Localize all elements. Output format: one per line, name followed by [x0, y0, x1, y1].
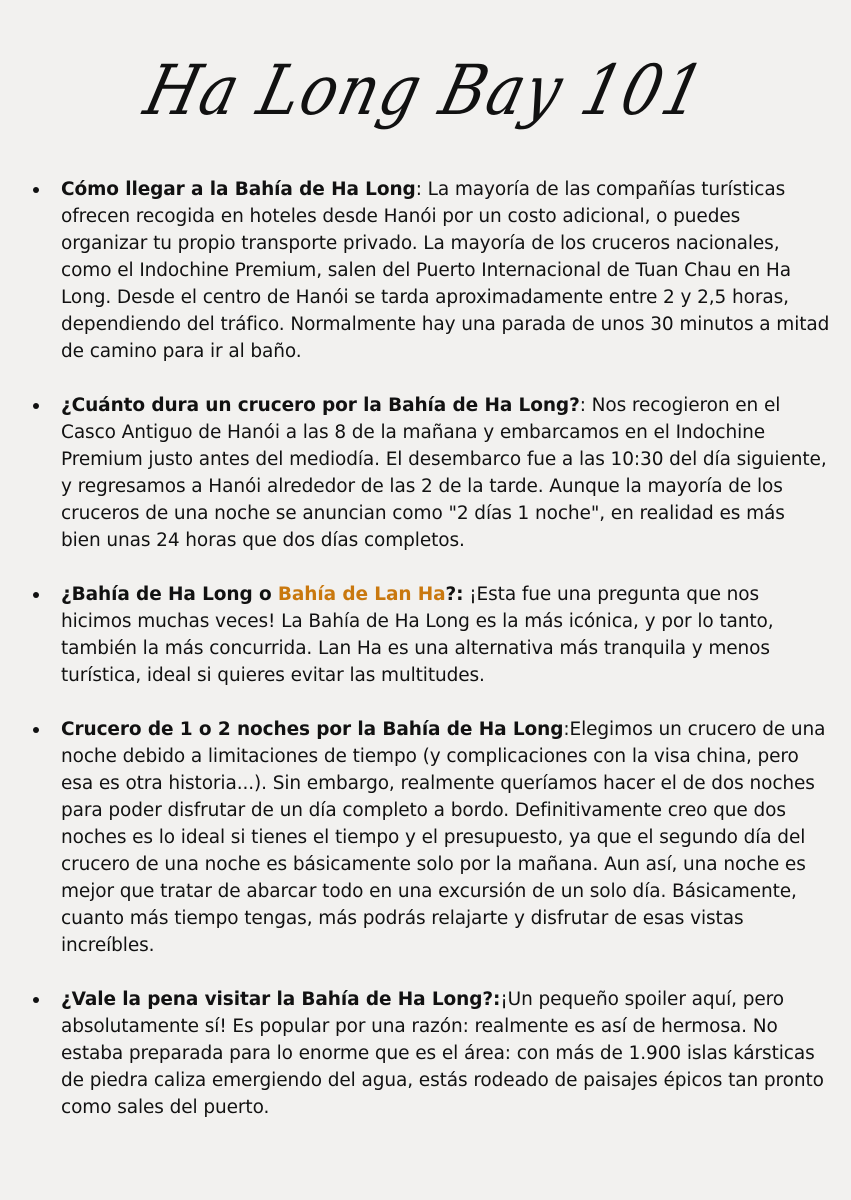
page-title	[0, 36, 851, 146]
list-item	[30, 986, 830, 1121]
bullet-list	[30, 176, 830, 1121]
list-item	[30, 581, 830, 689]
list-item	[30, 716, 830, 959]
item-heading-end: ?:	[445, 584, 464, 605]
item-body: ¡Esta fue una pregunta que nos hicimos muchas veces! La Bahía de Ha Long es la más icónica, y por lo tanto, también la más concurrida. Lan Ha es una alternativa más tranquila y menos turística, ideal si quieres evitar las multitudes.	[61, 584, 774, 686]
item-heading: ¿Vale la pena visitar la Bahía de Ha Long?:	[61, 989, 501, 1010]
bullet-icon	[33, 403, 39, 409]
bullet-icon	[33, 592, 39, 598]
item-separator: :	[579, 395, 592, 416]
bullet-icon	[33, 727, 39, 733]
bullet-icon	[33, 187, 39, 193]
list-item	[30, 176, 830, 365]
item-body: Elegimos un crucero de una noche debido a limitaciones de tiempo (y complicaciones con la visa china, pero esa es otra historia...). Sin embargo, realmente queríamos hacer el de dos noches para poder disfrutar de un día completo a bordo. Definitivamente creo que dos noches es lo ideal si tienes el tiempo y el presupuesto, ya que el segundo día del crucero de una noche es básicamente solo por la mañana. Aun así, una noche es mejor que tratar de abarcar todo en una excursión de un solo día. Básicamente, cuanto más tiempo tengas, más podrás relajarte y disfrutar de esas vistas increíbles.	[61, 719, 826, 956]
item-separator: :	[563, 719, 570, 740]
lan-ha-link[interactable]: Bahía de Lan Ha	[277, 584, 446, 605]
item-separator: :	[415, 179, 428, 200]
item-body: ¡Un pequeño spoiler aquí, pero absolutamente sí! Es popular por una razón: realmente es así de hermosa. No estaba preparada para lo enorme que es el área: con más de 1.900 islas kársticas de piedra caliza emergiendo del agua, estás rodeado de paisajes épicos tan pronto como sales del puerto.	[61, 989, 824, 1118]
content	[30, 176, 830, 1148]
item-heading: Cómo llegar a la Bahía de Ha Long	[61, 179, 416, 200]
list-item	[30, 392, 830, 554]
item-heading: Crucero de 1 o 2 noches por la Bahía de Ha Long	[61, 719, 564, 740]
item-heading: ¿Cuánto dura un crucero por la Bahía de Ha Long?	[61, 395, 580, 416]
item-body: Nos recogieron en el Casco Antiguo de Hanói a las 8 de la mañana y embarcamos en el Indochine Premium justo antes del mediodía. El desembarco fue a las 10:30 del día siguiente, y regresamos a Hanói alrededor de las 2 de la tarde. Aunque la mayoría de los cruceros de una noche se anuncian como "2 días 1 noche", en realidad es más bien unas 24 horas que dos días completos.	[61, 395, 827, 551]
title-script: Ha Long Bay 101	[137, 50, 714, 132]
item-body: La mayoría de las compañías turísticas ofrecen recogida en hoteles desde Hanói por un costo adicional, o puedes organizar tu propio transporte privado. La mayoría de los cruceros nacionales, como el Indochine Premium, salen del Puerto Internacional de Tuan Chau en Ha Long. Desde el centro de Hanói se tarda aproximadamente entre 2 y 2,5 horas, dependiendo del tráfico. Normalmente hay una parada de unos 30 minutos a mitad de camino para ir al baño.	[61, 179, 830, 362]
item-heading: ¿Bahía de Ha Long o	[61, 584, 278, 605]
bullet-icon	[33, 997, 39, 1003]
